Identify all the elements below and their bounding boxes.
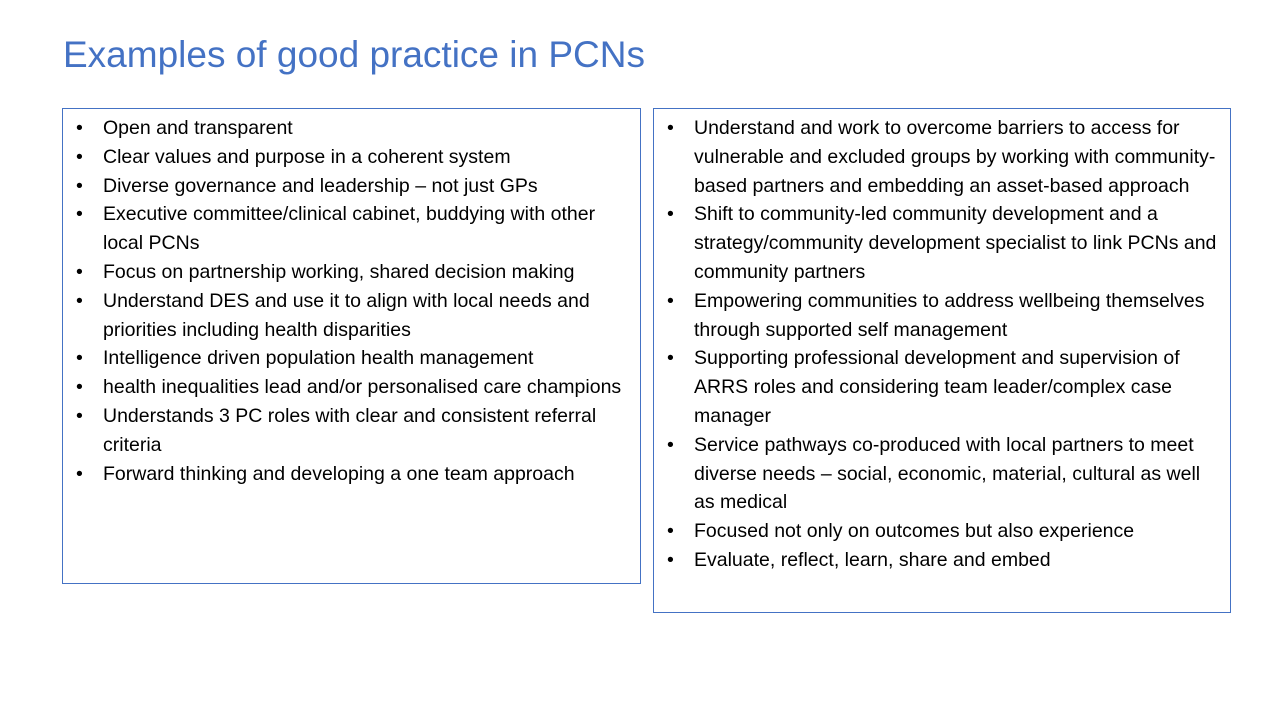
list-item: • Focus on partnership working, shared decision making <box>73 258 632 287</box>
list-item: • health inequalities lead and/or personalised care champions <box>73 373 632 402</box>
list-item: • Diverse governance and leadership – not just GPs <box>73 172 632 201</box>
list-item: • Open and transparent <box>73 114 632 143</box>
list-item: • Intelligence driven population health management <box>73 344 632 373</box>
right-text-box <box>653 108 1231 613</box>
right-bullet-list <box>664 114 1222 575</box>
list-item: • Empowering communities to address wellbeing themselves through supported self management <box>664 287 1222 345</box>
list-item: • Evaluate, reflect, learn, share and embed <box>664 546 1222 575</box>
left-text-box <box>62 108 641 584</box>
list-item: • Focused not only on outcomes but also experience <box>664 517 1222 546</box>
list-item: • Understands 3 PC roles with clear and consistent referral criteria <box>73 402 632 460</box>
slide-title: Examples of good practice in PCNs <box>63 34 645 75</box>
left-bullet-list <box>73 114 632 488</box>
list-item: • Understand and work to overcome barriers to access for vulnerable and excluded groups by working with community-based partners and embedding an asset-based approach <box>664 114 1222 200</box>
list-item: • Forward thinking and developing a one team approach <box>73 460 632 489</box>
list-item: • Understand DES and use it to align with local needs and priorities including health disparities <box>73 287 632 345</box>
list-item: • Supporting professional development and supervision of ARRS roles and considering team leader/complex case manager <box>664 344 1222 430</box>
list-item: • Shift to community-led community development and a strategy/community development specialist to link PCNs and community partners <box>664 200 1222 286</box>
list-item: • Service pathways co-produced with local partners to meet diverse needs – social, economic, material, cultural as well as medical <box>664 431 1222 517</box>
list-item: • Executive committee/clinical cabinet, buddying with other local PCNs <box>73 200 632 258</box>
list-item: • Clear values and purpose in a coherent system <box>73 143 632 172</box>
